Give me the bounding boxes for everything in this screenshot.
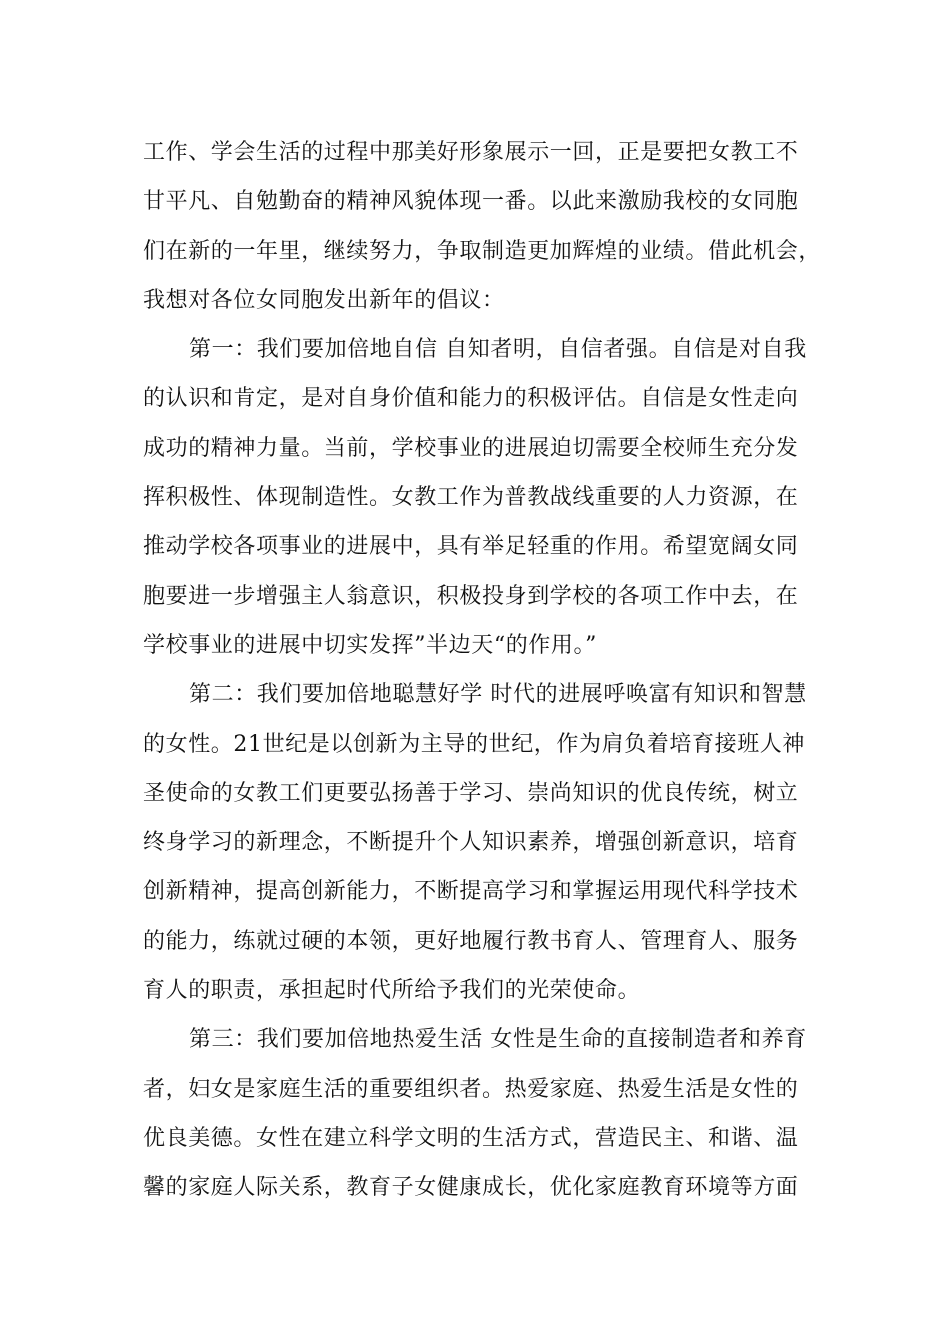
paragraph-first-line: 第三：我们要加倍地热爱生活 女性是生命的直接制造者和养育 bbox=[189, 1027, 807, 1053]
text-line: 创新精神，提高创新能力，不断提高学习和掌握运用现代科学技术 bbox=[143, 879, 799, 905]
paragraph-first-line: 第一：我们要加倍地自信 自知者明，自信者强。自信是对自我 bbox=[189, 337, 807, 363]
text-line: 的女性。21世纪是以创新为主导的世纪，作为肩负着培育接班人神 bbox=[143, 731, 805, 757]
paragraph-first-line: 第二：我们要加倍地聪慧好学 时代的进展呼唤富有知识和智慧 bbox=[189, 682, 807, 708]
text-line: 工作、学会生活的过程中那美好形象展示一回，正是要把女教工不 bbox=[143, 140, 799, 165]
text-line: 我想对各位女同胞发出新年的倡议： bbox=[143, 287, 505, 313]
text-line: 者，妇女是家庭生活的重要组织者。热爱家庭、热爱生活是女性的 bbox=[143, 1076, 799, 1102]
text-line: 的能力，练就过硬的本领，更好地履行教书育人、管理育人、服务 bbox=[143, 928, 799, 954]
text-line: 推动学校各项事业的进展中，具有举足轻重的作用。希望宽阔女同 bbox=[143, 534, 799, 560]
text-line: 胞要进一步增强主人翁意识，积极投身到学校的各项工作中去，在 bbox=[143, 583, 799, 609]
text-line: 的认识和肯定，是对自身价值和能力的积极评估。自信是女性走向 bbox=[143, 386, 799, 412]
text-line: 成功的精神力量。当前，学校事业的进展迫切需要全校师生充分发 bbox=[143, 435, 799, 461]
text-line: 馨的家庭人际关系，教育子女健康成长，优化家庭教育环境等方面 bbox=[143, 1175, 799, 1201]
text-line: 优良美德。女性在建立科学文明的生活方式，营造民主、和谐、温 bbox=[143, 1125, 799, 1151]
text-line: 挥积极性、体现制造性。女教工作为普教战线重要的人力资源，在 bbox=[143, 485, 799, 511]
document-body bbox=[143, 128, 822, 1213]
text-line: 圣使命的女教工们更要弘扬善于学习、崇尚知识的优良传统，树立 bbox=[143, 780, 799, 806]
text-line: 学校事业的进展中切实发挥”半边天“的作用。” bbox=[143, 632, 597, 658]
text-line: 终身学习的新理念，不断提升个人知识素养，增强创新意识，培育 bbox=[143, 830, 799, 856]
text-line: 甘平凡、自勉勤奋的精神风貌体现一番。以此来激励我校的女同胞 bbox=[143, 189, 799, 215]
text-line: 育人的职责，承担起时代所给予我们的光荣使命。 bbox=[143, 978, 641, 1004]
text-line: 们在新的一年里，继续努力，争取制造更加辉煌的业绩。借此机会， bbox=[143, 238, 822, 264]
